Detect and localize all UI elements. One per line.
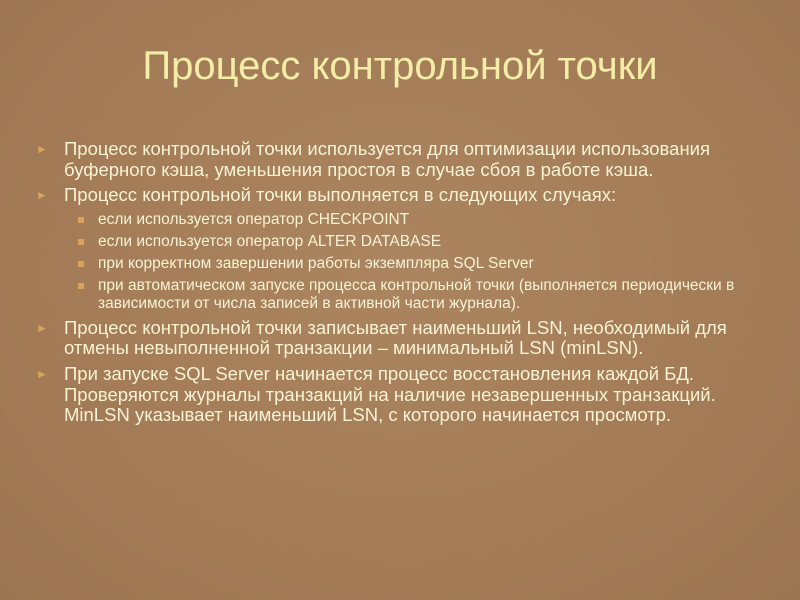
bullet-text: Процесс контрольной точки выполняется в следующих случаях: (64, 184, 617, 206)
square-bullet-icon (78, 217, 84, 223)
bullet-item-2 (36, 185, 766, 313)
bullet-text: Процесс контрольной точки записывает наименьший LSN, необходимый для отмены невыполненной транзакции – минимальный LSN (minLSN). (64, 316, 727, 359)
sub-bullet-item (64, 211, 766, 229)
bullet-text: Процесс контрольной точки используется для оптимизации использования буферного кэша, уменьшения простоя в случае сбоя в работе кэша. (64, 138, 711, 180)
slide-title: Процесс контрольной точки (142, 44, 658, 88)
bullet-item-1 (36, 139, 766, 180)
sub-bullet-item (64, 233, 766, 251)
triangle-bullet-icon: ► (36, 142, 48, 156)
square-bullet-icon (78, 261, 84, 267)
triangle-bullet-icon: ► (36, 366, 48, 381)
bullet-item-3 (36, 318, 766, 359)
sub-bullet-item (64, 277, 766, 313)
sub-bullet-text: при автоматическом запуске процесса контрольной точки (выполняется периодически в зависимости от числа записей в активной части журнала). (98, 276, 735, 312)
bullet-list (36, 139, 766, 431)
sub-bullet-list (64, 211, 766, 313)
bullet-item-4 (36, 364, 766, 426)
triangle-bullet-icon: ► (36, 320, 48, 335)
square-bullet-icon (78, 239, 84, 245)
sub-bullet-item (64, 255, 766, 273)
sub-bullet-text: при корректном завершении работы экземпляра SQL Server (98, 254, 534, 272)
sub-bullet-text: если используется оператор CHECKPOINT (98, 210, 410, 228)
triangle-bullet-icon: ► (36, 188, 48, 203)
sub-bullet-text: если используется оператор ALTER DATABASE (98, 232, 442, 250)
bullet-text: При запуске SQL Server начинается процесс восстановления каждой БД. Проверяются журналы транзакций на наличие незавершенных транзакций. MinLSN указывает наименьший LSN, с которого начинается просмотр. (64, 362, 716, 426)
square-bullet-icon (78, 283, 84, 289)
